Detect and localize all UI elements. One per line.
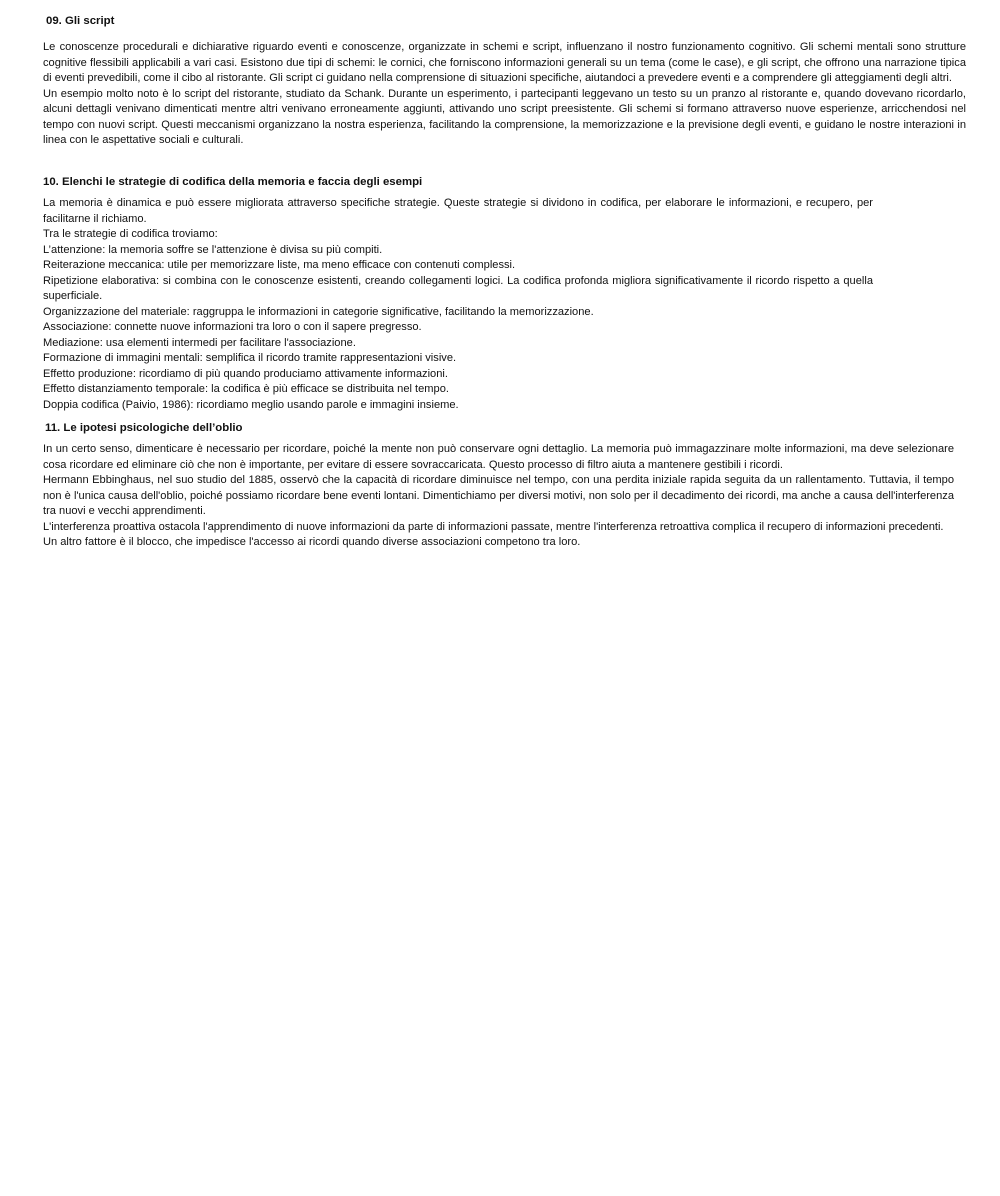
paragraph: Un esempio molto noto è lo script del ristorante, studiato da Schank. Durante un esperimento, i partecipanti leggevano un testo su un pranzo al ristorante e, quando dovevano ricordarlo, alcuni dettagli venivano dimenticati mentre altri venivano erroneamente aggiunti, attivando uno script preesistente. Gli schemi si formano attraverso nuove esperienze, arricchendosi nel tempo con nuovi script. Questi meccanismi organizzano la nostra esperienza, facilitando la comprensione, la memorizzazione e la previsione degli eventi, e guidano le nostre interazioni in linea con le aspettative sociali e culturali.: [43, 87, 966, 146]
list-item: L’attenzione: la memoria soffre se l'attenzione è divisa su più compiti.: [43, 243, 383, 256]
section-11: [43, 421, 954, 551]
section-09: [43, 14, 966, 149]
section-heading: 10. Elenchi le strategie di codifica della memoria e faccia degli esempi: [43, 176, 423, 188]
list-item: Associazione: connette nuove informazioni tra loro o con il sapere pregresso.: [43, 321, 422, 333]
list-lead: Tra le strategie di codifica troviamo:: [43, 228, 218, 240]
section-10: [43, 175, 873, 413]
list-item: Mediazione: usa elementi intermedi per facilitare l'associazione.: [43, 336, 356, 349]
paragraph: Un altro fattore è il blocco, che impedisce l'accesso ai ricordi quando diverse associazioni competono tra loro.: [43, 536, 581, 548]
list-item: Effetto distanziamento temporale: la codifica è più efficace se distribuita nel tempo.: [43, 383, 449, 395]
list-item: Reiterazione meccanica: utile per memorizzare liste, ma meno efficace con contenuti complessi.: [43, 259, 516, 271]
paragraph: L'interferenza proattiva ostacola l'apprendimento di nuove informazioni da parte di informazioni passate, mentre l'interferenza retroattiva complica il recupero di informazioni precedenti.: [43, 520, 944, 533]
paragraph: Le conoscenze procedurali e dichiarative riguardo eventi e conoscenze, organizzate in schemi e script, influenzano il nostro funzionamento cognitivo. Gli schemi mentali sono strutture cognitive flessibili applicabili a vari casi. Esistono due tipi di schemi: le cornici, che forniscono informazioni generali su un tema (come le case), e gli script, che offrono una narrazione tipica di eventi prevedibili, come il cibo al ristorante. Gli script ci guidano nella comprensione di situazioni specifiche, aiutandoci a prevedere eventi e a comprendere gli atteggiamenti degli altri.: [43, 41, 966, 84]
paragraph: Hermann Ebbinghaus, nel suo studio del 1885, osservò che la capacità di ricordare diminuisce nel tempo, con una perdita iniziale rapida seguita da un rallentamento. Tuttavia, il tempo non è l'unica causa dell'oblio, poiché possiamo ricordare bene eventi lontani. Dimentichiamo per diversi motivi, non solo per il decadimento dei ricordi, ma anche a causa dell'interferenza tra nuovi e vecchi apprendimenti.: [43, 474, 954, 517]
paragraph: In un certo senso, dimenticare è necessario per ricordare, poiché la mente non può conservare ogni dettaglio. La memoria può immagazzinare molte informazioni, ma deve selezionare cosa ricordare ed eliminare ciò che non è importante, per evitare di essere sovraccaricata. Questo processo di filtro aiuta a mantenere gestibili i ricordi.: [43, 443, 954, 471]
list-item: Doppia codifica (Paivio, 1986): ricordiamo meglio usando parole e immagini insieme.: [43, 398, 459, 411]
list-item: Effetto produzione: ricordiamo di più quando produciamo attivamente informazioni.: [43, 367, 448, 380]
paragraph: La memoria è dinamica e può essere migliorata attraverso specifiche strategie. Queste strategie si dividono in codifica, per elaborare le informazioni, e recupero, per facilitarne il richiamo.: [43, 197, 873, 225]
list-item: Organizzazione del materiale: raggruppa le informazioni in categorie significative, facilitando la memorizzazione.: [43, 305, 594, 318]
list-item: Formazione di immagini mentali: semplifica il ricordo tramite rappresentazioni visive.: [43, 352, 457, 364]
section-heading: 11. Le ipotesi psicologiche dell’oblio: [45, 422, 243, 434]
section-heading: 09. Gli script: [46, 15, 115, 27]
list-item: Ripetizione elaborativa: si combina con le conoscenze esistenti, creando collegamenti logici. La codifica profonda migliora significativamente il ricordo rispetto a quella superficiale.: [43, 274, 873, 302]
